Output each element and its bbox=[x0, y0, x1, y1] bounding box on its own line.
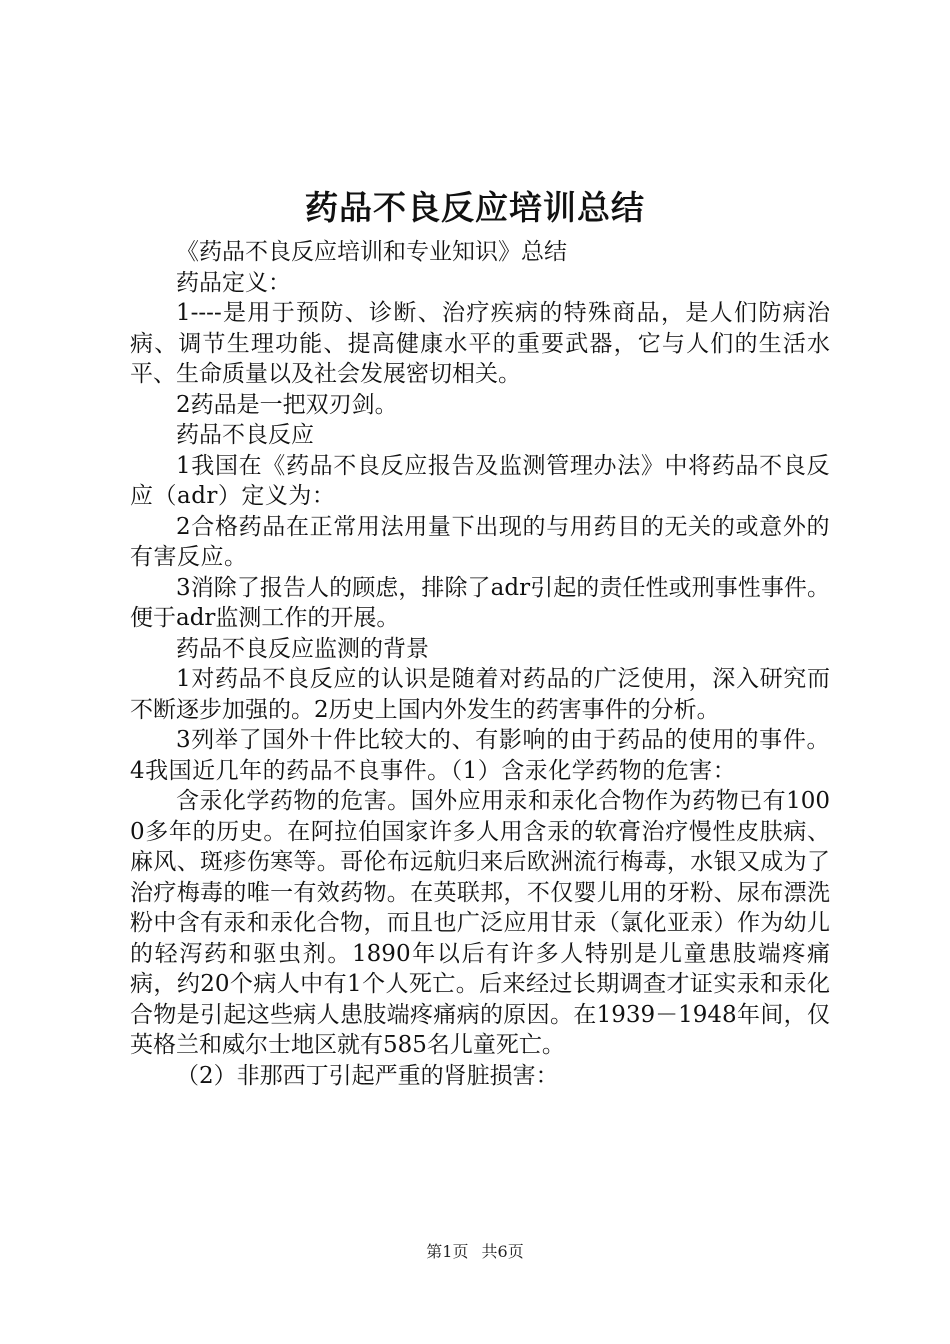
paragraph-reporter-concerns: 3消除了报告人的顾虑，排除了adr引起的责任性或刑事性事件。便于adr监测工作的开展。 bbox=[130, 574, 830, 631]
paragraph-drug-definition-heading: 药品定义： bbox=[176, 269, 291, 296]
page-number: 第1页 bbox=[426, 1242, 469, 1261]
paragraph-monitoring-background-heading: 药品不良反应监测的背景 bbox=[176, 635, 429, 662]
paragraph-adr-definition-intro: 1我国在《药品不良反应报告及监测管理办法》中将药品不良反应（adr）定义为： bbox=[130, 452, 830, 509]
paragraph-adr-heading: 药品不良反应 bbox=[176, 422, 314, 448]
paragraph-adr-definition: 2合格药品在正常用法用量下出现的与用药目的无关的或意外的有害反应。 bbox=[130, 513, 830, 570]
paragraph-subtitle: 《药品不良反应培训和专业知识》总结 bbox=[176, 239, 567, 265]
paragraph-drug-definition: 1----是用于预防、诊断、治疗疾病的特殊商品，是人们防病治病、调节生理功能、提高健康水平的重要武器，它与人们的生活水平、生命质量以及社会发展密切相关。 bbox=[130, 300, 830, 387]
paragraph-historical-events: 3列举了国外十件比较大的、有影响的由于药品的使用的事件。4我国近几年的药品不良事件。（1）含汞化学药物的危害： bbox=[130, 727, 830, 784]
paragraph-monitoring-background: 1对药品不良反应的认识是随着对药品的广泛使用，深入研究而不断逐步加强的。2历史上国内外发生的药害事件的分析。 bbox=[130, 666, 830, 723]
document-title: 药品不良反应培训总结 bbox=[305, 188, 645, 227]
page-footer bbox=[0, 1241, 950, 1263]
document-body bbox=[130, 237, 830, 1091]
page-total: 共6页 bbox=[481, 1242, 524, 1261]
paragraph-phenacetin: （2）非那西丁引起严重的肾脏损害： bbox=[176, 1062, 559, 1089]
paragraph-mercury-hazards: 含汞化学药物的危害。国外应用汞和汞化合物作为药物已有1000多年的历史。在阿拉伯国家许多人用含汞的软膏治疗慢性皮肤病、麻风、斑疹伤寒等。哥伦布远航归来后欧洲流行梅毒，水银又成为了治疗梅毒的唯一有效药物。在英联邦，不仅婴儿用的牙粉、尿布漂洗粉中含有汞和汞化合物，而且也广泛应用甘汞（氯化亚汞）作为幼儿的轻泻药和驱虫剂。1890年以后有许多人特别是儿童患肢端疼痛病，约20个病人中有1个人死亡。后来经过长期调查才证实汞和汞化合物是引起这些病人患肢端疼痛病的原因。在1939－1948年间，仅英格兰和威尔士地区就有585名儿童死亡。 bbox=[130, 788, 830, 1058]
paragraph-double-edged-sword: 2药品是一把双刃剑。 bbox=[176, 391, 398, 418]
